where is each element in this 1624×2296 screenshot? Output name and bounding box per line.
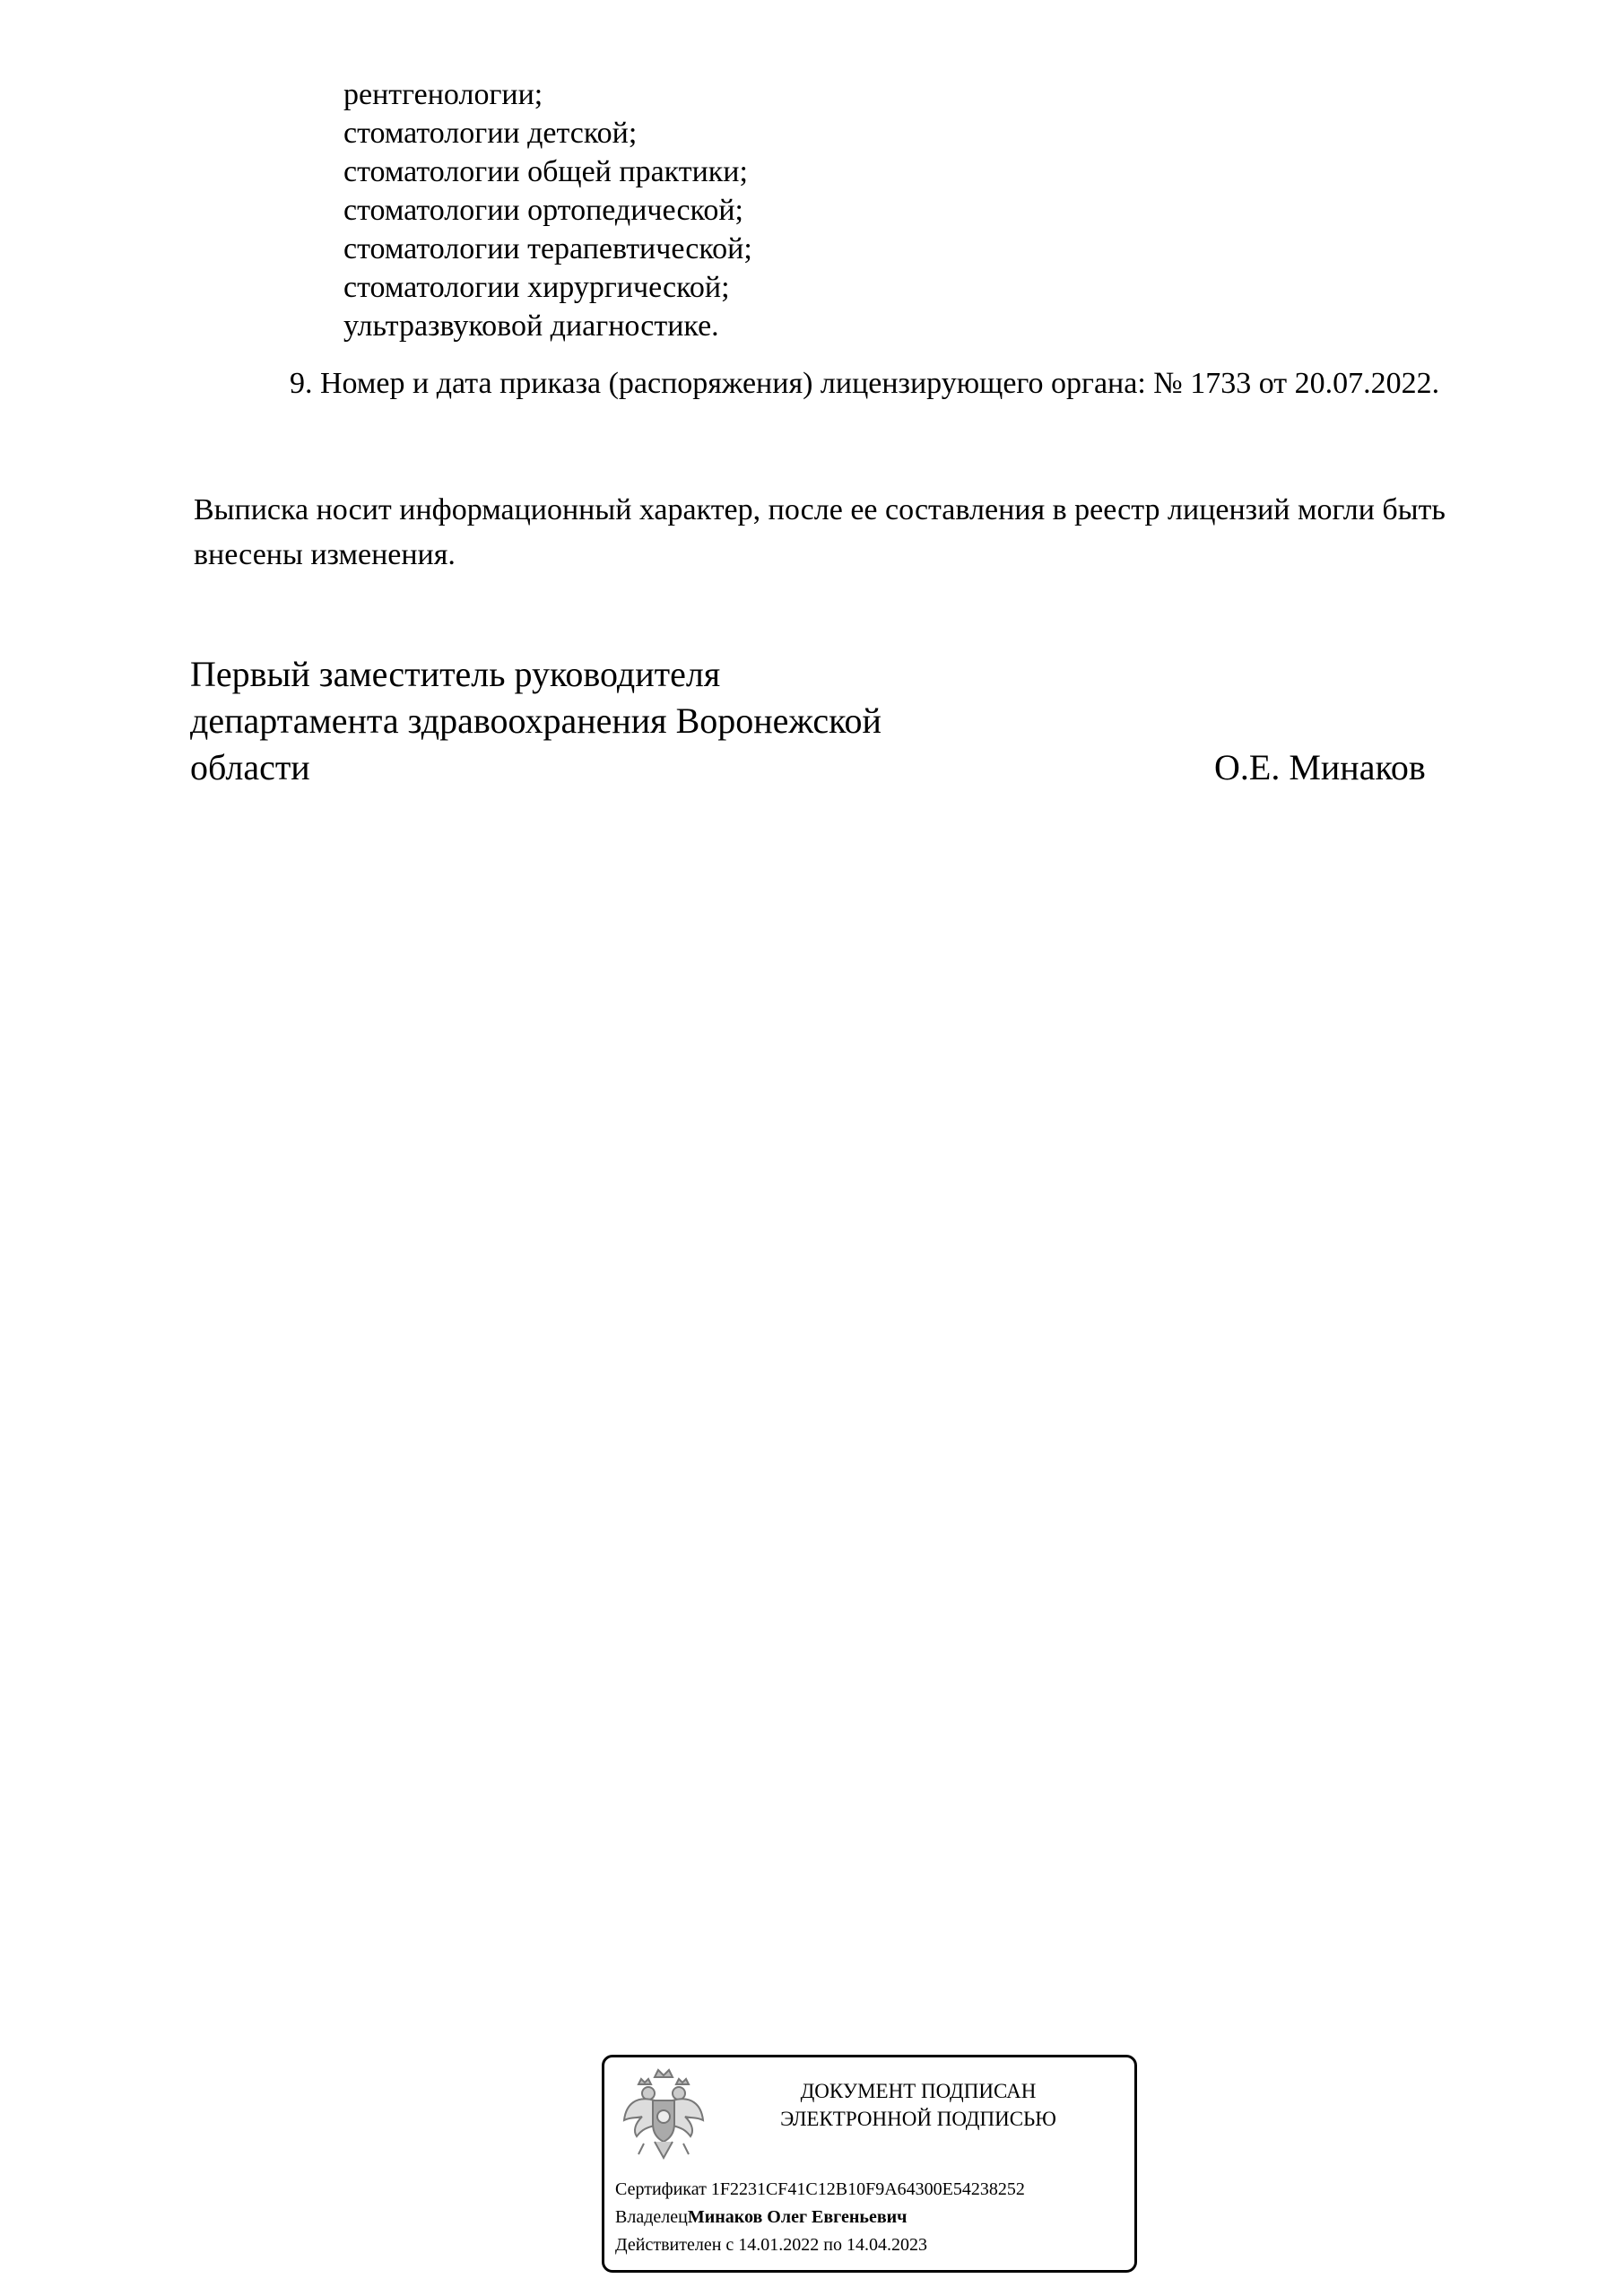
signatory-position	[190, 651, 881, 791]
certificate-value: 1F2231CF41C12B10F9A64300E54238252	[710, 2179, 1025, 2199]
stamp-title-line: ЭЛЕКТРОННОЙ ПОДПИСЬЮ	[780, 2108, 1056, 2130]
electronic-signature-stamp	[602, 2055, 1137, 2273]
stamp-details	[615, 2176, 1025, 2259]
list-item: стоматологии детской;	[343, 117, 638, 150]
owner-label: Владелец	[615, 2207, 688, 2227]
list-item: стоматологии терапевтической;	[343, 232, 752, 265]
owner-value: Минаков Олег Евгеньевич	[687, 2207, 908, 2227]
signatory-position-line: Первый заместитель руководителя	[190, 654, 721, 694]
coat-of-arms-icon	[619, 2065, 708, 2161]
certificate-label: Сертификат	[615, 2179, 707, 2199]
signatory-position-line: департамента здравоохранения Воронежской	[190, 700, 881, 741]
stamp-title	[721, 2077, 1116, 2133]
license-activities-list	[343, 75, 752, 345]
list-item: ультразвуковой диагностике.	[343, 309, 719, 343]
disclaimer-note: Выписка носит информационный характер, после ее составления в реестр лицензий могли быть внесены изменения.	[194, 493, 1446, 571]
validity-row: Действителен с 14.01.2022 по 14.04.2023	[615, 2235, 927, 2255]
signatory-name: О.Е. Минаков	[1214, 747, 1426, 787]
list-item: стоматологии ортопедической;	[343, 194, 743, 227]
owner-row	[615, 2204, 1025, 2231]
list-item: стоматологии общей практики;	[343, 155, 748, 188]
signatory-position-line: области	[190, 747, 310, 787]
certificate-row	[615, 2176, 1025, 2204]
order-number-date: 9. Номер и дата приказа (распоряжения) лицензирующего органа: № 1733 от 20.07.2022.	[290, 367, 1440, 400]
list-item: стоматологии хирургической;	[343, 271, 730, 304]
list-item: рентгенологии;	[343, 78, 543, 111]
stamp-title-line: ДОКУМЕНТ ПОДПИСАН	[800, 2080, 1037, 2102]
